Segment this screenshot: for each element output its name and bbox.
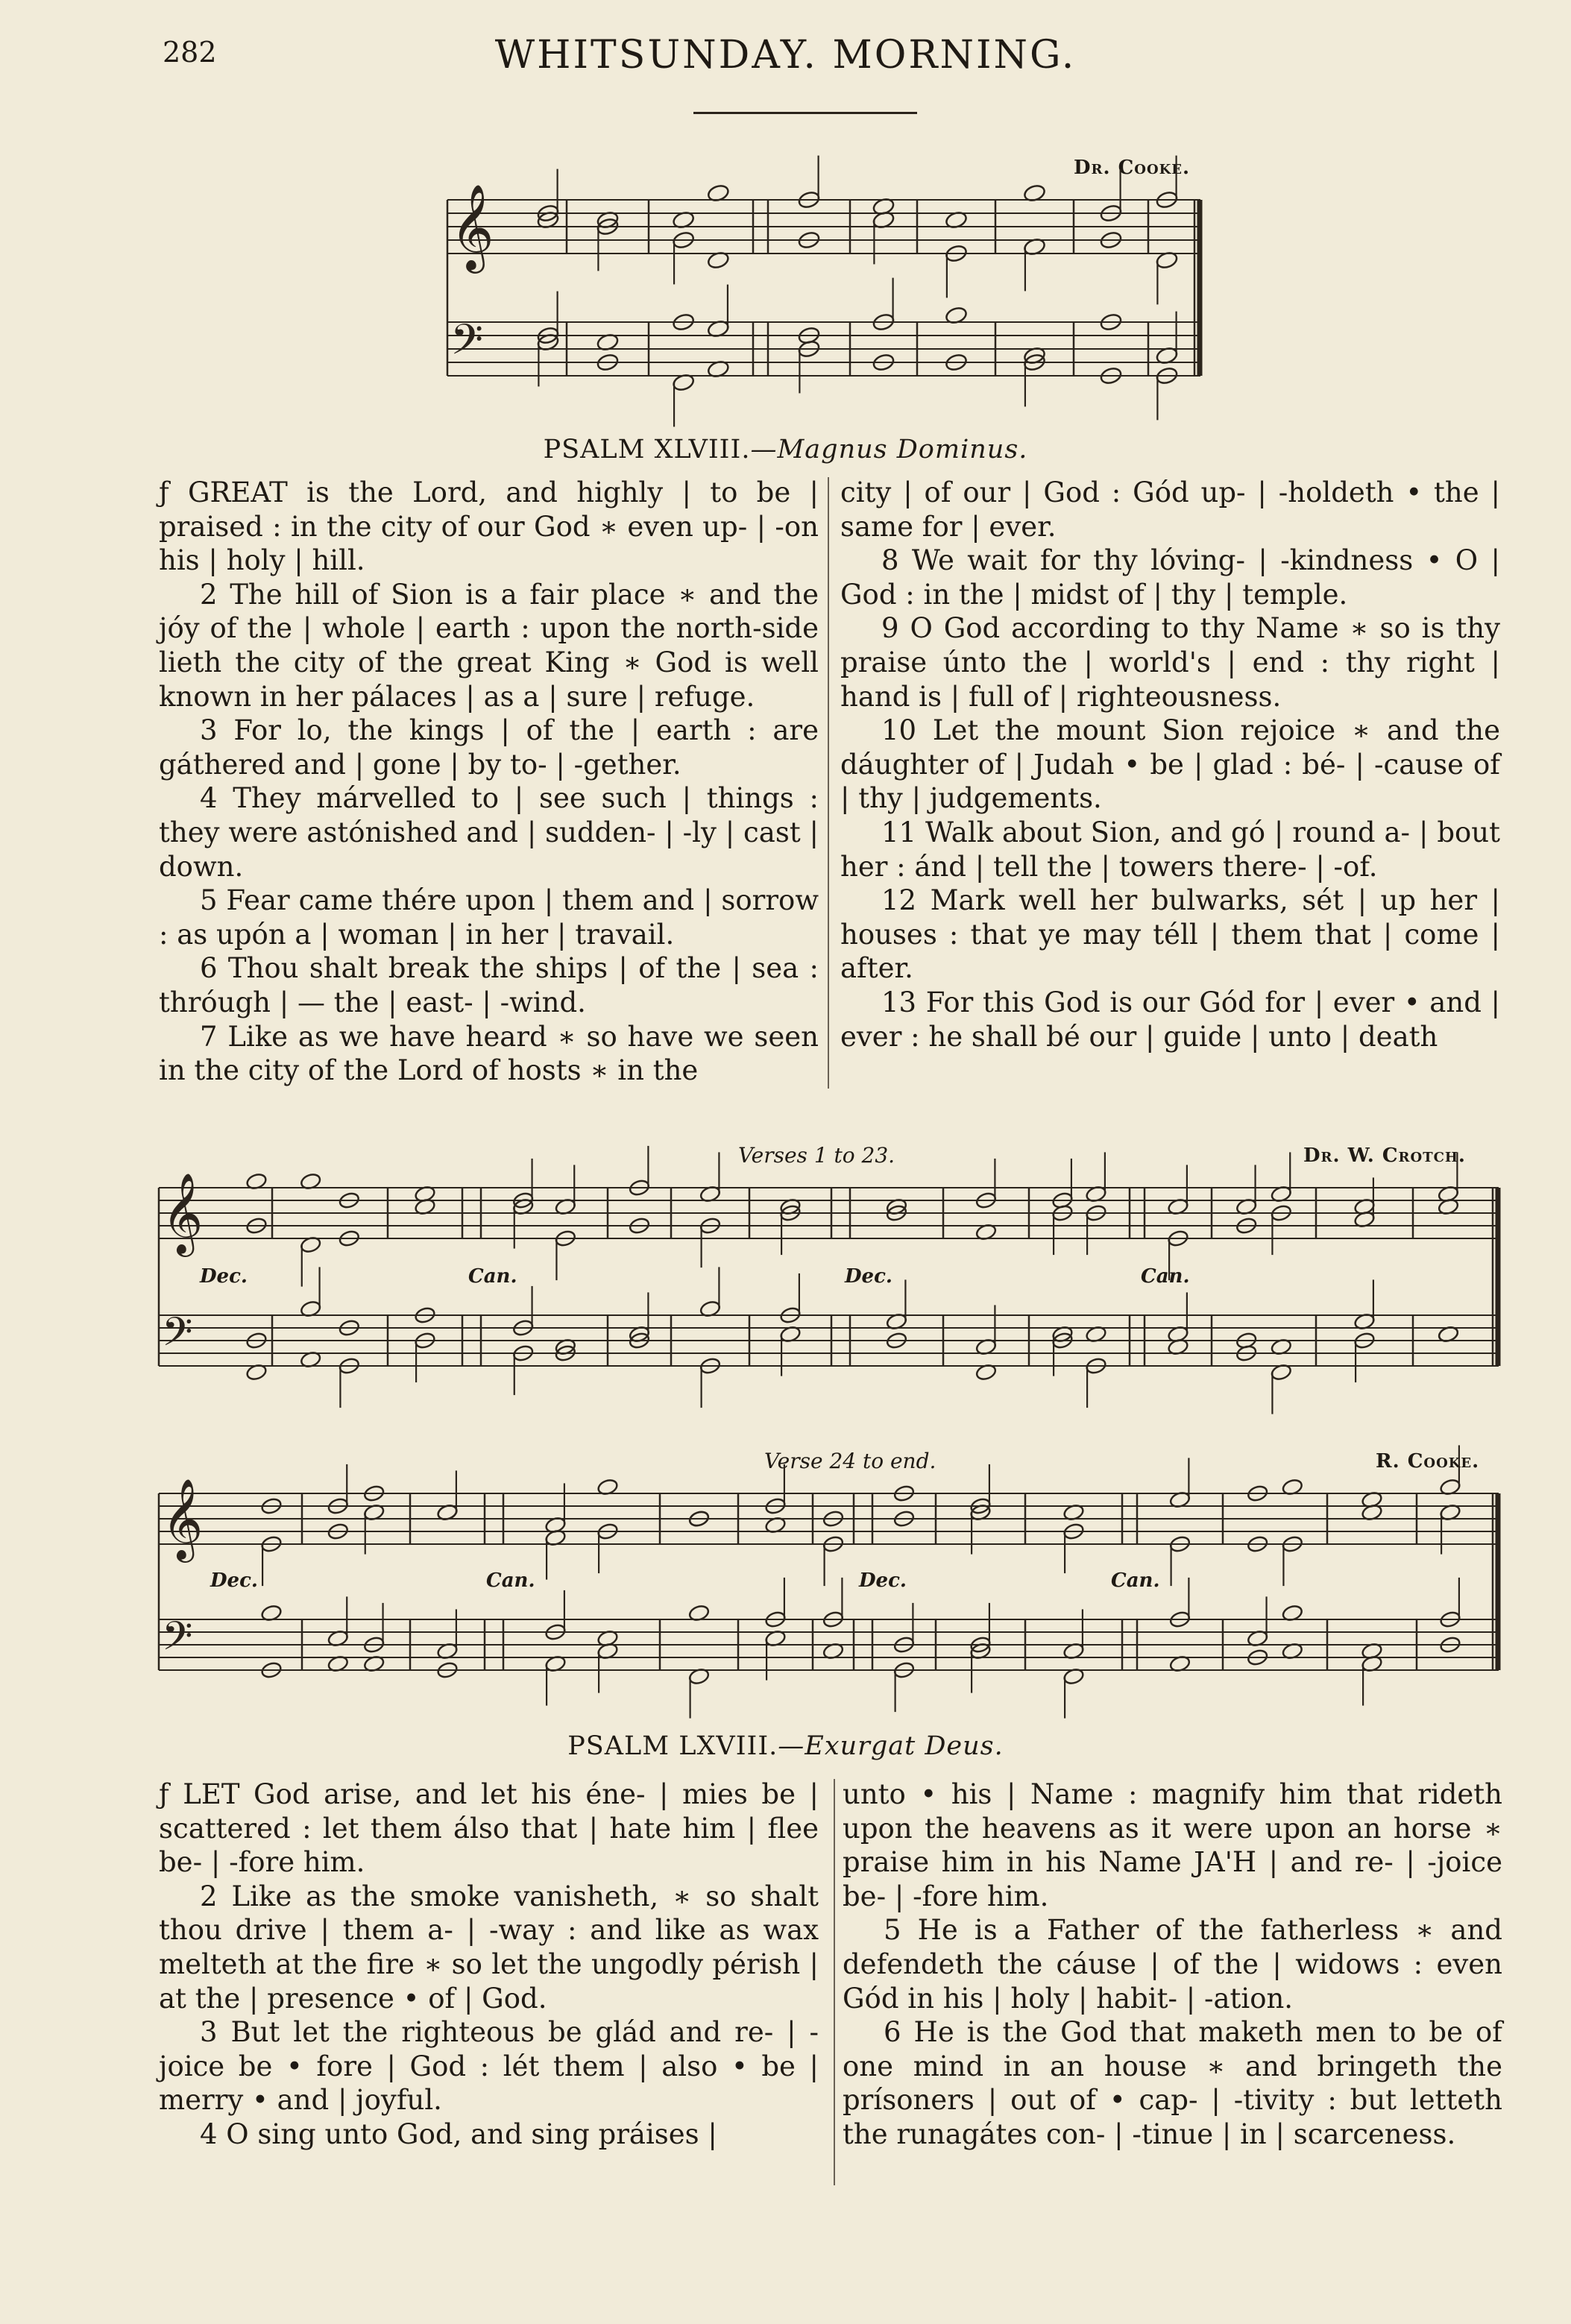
treble-clef-icon: 𝄞 <box>162 1173 204 1254</box>
psalm48-verse: 7 Like as we have heard ∗ so have we seen in the city of the Lord of hosts ∗ in the <box>159 1020 819 1087</box>
treble-clef-icon: 𝄞 <box>162 1479 204 1560</box>
psalm68-verse: unto • his | Name : magnify him that rideth upon the heavens as it were upon an horse ∗ praise him in his Name JA'H | and re- | -joice be- | -fore him. <box>843 1778 1502 1912</box>
chant2-dec-label: Dec. <box>845 1265 892 1288</box>
chant2-can-label: Can. <box>1141 1265 1190 1288</box>
chant1-composer: Dr. Cooke. <box>1074 157 1191 179</box>
psalm48-verse: 3 For lo, the kings | of the | earth : are gáthered and | gone | by to- | -gether. <box>159 714 819 781</box>
psalm68-latin: —Exurgat Deus. <box>778 1731 1004 1761</box>
chant3-verses: Verse 24 to end. <box>764 1449 936 1473</box>
psalm48-verse: 9 O God according to thy Name ∗ so is thy praise únto the | world's | end : thy right | hand is | full of | righteousness. <box>840 612 1500 713</box>
psalm68-verse: 6 He is the God that maketh men to be of one mind in an house ∗ and bringeth the prísoners | out of • cap- | -tivity : but letteth the runagátes con- | -tinue | in | scarceness. <box>843 2016 1502 2150</box>
psalm48-latin: —Magnus Dominus. <box>750 435 1028 465</box>
psalm48-number: PSALM XLVIII. <box>543 435 751 465</box>
psalm48-verse: 8 We wait for thy lóving- | -kindness • O | God : in the | midst of | thy | temple. <box>840 544 1500 611</box>
psalm48-verse: 2 The hill of Sion is a fair place ∗ and the jóy of the | whole | earth : upon the north-side lieth the city of the great King ∗ God is well known in her pálaces | as a | sure | refuge. <box>159 578 819 713</box>
psalm48-verse: 6 Thou shalt break the ships | of the | sea : thróugh | — the | east- | -wind. <box>159 952 819 1018</box>
column-rule <box>834 1779 835 2185</box>
psalm68-verse: 3 But let the righteous be glád and re- | -joice be • fore | God : lét them | also • be | merry • and | joyful. <box>159 2016 819 2117</box>
psalm48-verse: 5 Fear came thére upon | them and | sorrow : as upón a | woman | in her | travail. <box>159 884 819 951</box>
psalm48-verse: 10 Let the mount Sion rejoice ∗ and the dáughter of | Judah • be | glad : bé- | -cause of | thy | judgements. <box>840 714 1500 815</box>
psalm48-verse: 13 For this God is our Gód for | ever • and | ever : he shall bé our | guide | unto | death <box>840 986 1500 1053</box>
psalm48-verse: 12 Mark well her bulwarks, sét | up her | houses : that ye may téll | them that | come | after. <box>840 884 1500 985</box>
psalm68-verse: 2 Like as the smoke vanisheth, ∗ so shalt thou drive | them a- | -way : and like as wax melteth at the fire ∗ so let the ungodly pérish | at the | presence • of | God. <box>159 1880 819 2015</box>
psalm48-verse: city | of our | God : Gód up- | -holdeth • the | same for | ever. <box>840 476 1500 543</box>
chant2-composer: Dr. W. Crotch. <box>1303 1144 1466 1167</box>
chant3-dec-label: Dec. <box>210 1569 258 1592</box>
bass-clef-icon: 𝄢 <box>162 1613 193 1669</box>
bass-clef-icon: 𝄢 <box>162 1309 193 1365</box>
treble-clef-icon: 𝄞 <box>450 184 494 270</box>
page-number: 282 <box>163 36 217 69</box>
chant2-dec-label: Dec. <box>200 1265 248 1288</box>
psalm68-number: PSALM LXVIII. <box>567 1731 778 1761</box>
psalm48-verse: 11 Walk about Sion, and gó | round a- | bout her : ánd | tell the | towers there- | -of. <box>840 816 1500 883</box>
psalm68-title <box>0 1731 1571 1761</box>
chant3-can-label: Can. <box>1111 1569 1160 1592</box>
psalm48-verse: 4 They márvelled to | see such | things : they were astónished and | sudden- | -ly | cast | down. <box>159 782 819 883</box>
psalm48-verse: ƒ GREAT is the Lord, and highly | to be | praised : in the city of our God ∗ even up- | -on his | holy | hill. <box>159 476 819 577</box>
running-head: WHITSUNDAY. MORNING. <box>494 33 1077 78</box>
chant2-can-label: Can. <box>468 1265 517 1288</box>
psalm68-verse: 5 He is a Father of the fatherless ∗ and defendeth the cáuse | of the | widows : even Gód in his | holy | habit- | -ation. <box>843 1914 1502 2015</box>
chant3-can-label: Can. <box>486 1569 535 1592</box>
chant2-verses: Verses 1 to 23. <box>738 1143 895 1168</box>
chant3-composer: R. Cooke. <box>1376 1450 1480 1473</box>
psalm68-left-column <box>159 1777 819 2152</box>
psalm68-verse: ƒ LET God arise, and let his éne- | mies be | scattered : let them álso that | hate him | flee be- | -fore him. <box>159 1778 819 1879</box>
psalm68-verse: 4 O sing unto God, and sing práises | <box>200 2117 717 2150</box>
bass-clef-icon: 𝄢 <box>450 316 483 375</box>
chant3-dec-label: Dec. <box>859 1569 907 1592</box>
psalm68-right-column <box>843 1777 1502 2152</box>
